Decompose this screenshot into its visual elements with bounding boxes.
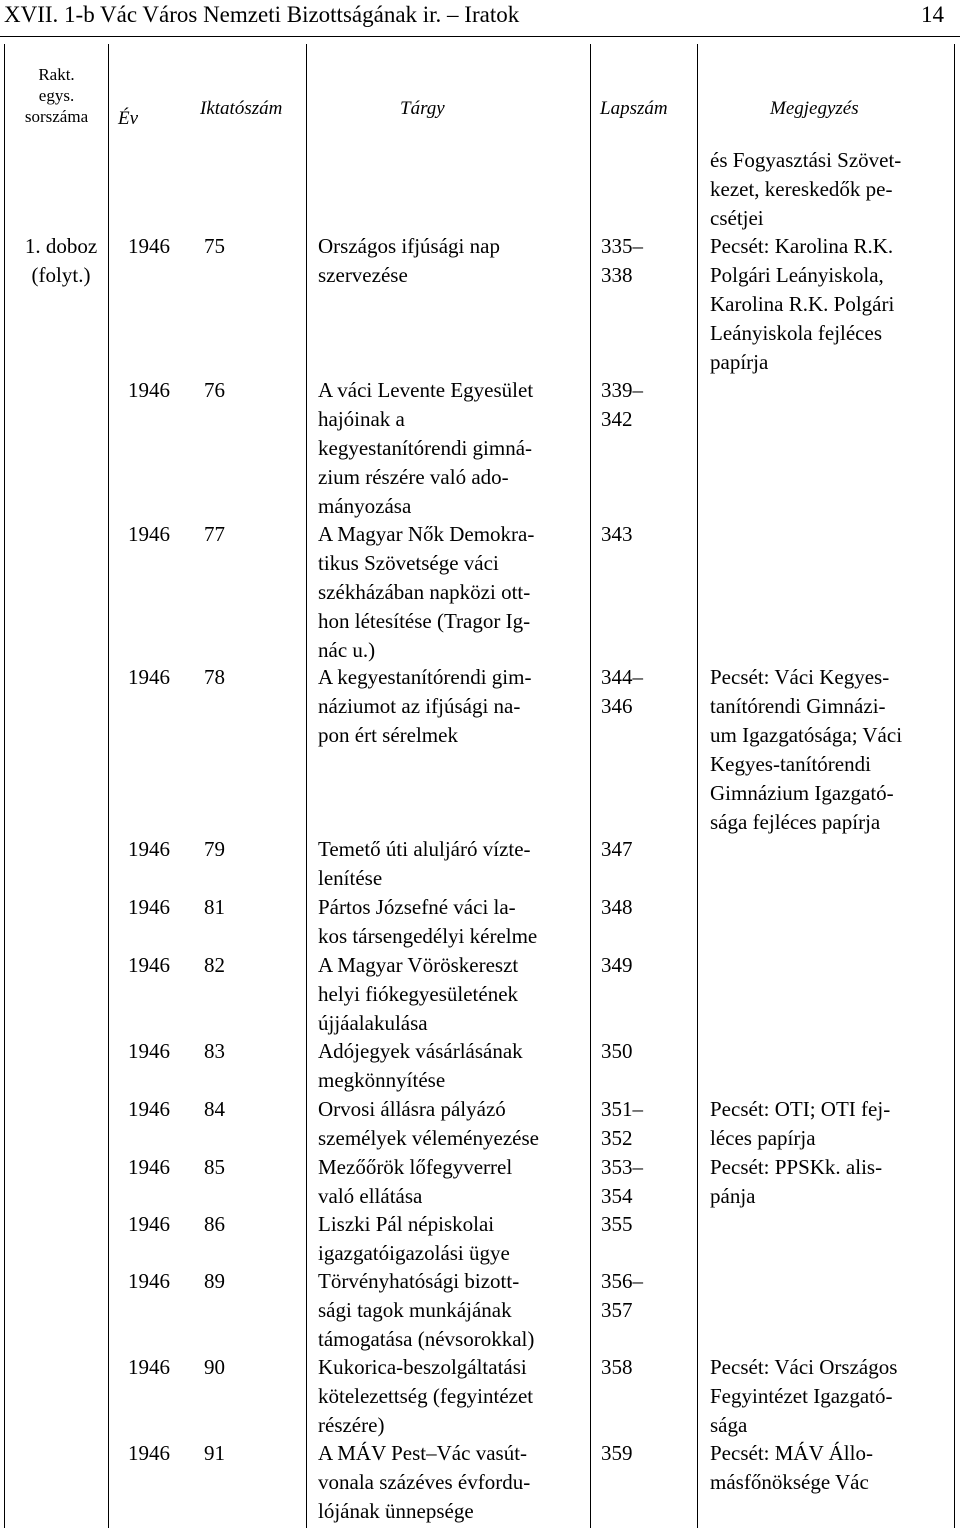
cell-pages: 343 [601,522,633,546]
cell-subject: A váci Levente Egyesület hajóinak a kegyestanítórendi gimná- zium részére való ado- mányozása [318,378,534,518]
cell-year: 1946 [128,665,170,689]
cell-subject: Kukorica-beszolgáltatási kötelezettség (fegyintézet részére) [318,1355,534,1437]
cell-year: 1946 [128,522,170,546]
column-header-lapszam: Lapszám [600,98,668,119]
cell-num: 78 [204,665,225,689]
cell-subject: A MÁV Pest–Vác vasút- vonala százéves évfordu- lójának ünnepsége [318,1441,531,1523]
cell-num: 81 [204,895,225,919]
cell-pages: 351– 352 [601,1097,643,1150]
cell-num: 76 [204,378,225,402]
cell-subject: Orvosi állásra pályázó személyek véleményezése [318,1097,539,1150]
column-header-megjegyzes: Megjegyzés [770,98,859,119]
cell-num: 90 [204,1355,225,1379]
cell-year: 1946 [128,1212,170,1236]
cell-note: Pecsét: Karolina R.K. Polgári Leányiskola, Karolina R.K. Polgári Leányiskola fejléces papírja [710,234,895,374]
cell-year: 1946 [128,1269,170,1293]
cell-num: 84 [204,1097,225,1121]
cell-subject: Temető úti aluljáró vízte- lenítése [318,837,531,890]
cell-pages: 347 [601,837,633,861]
cell-year: 1946 [128,1097,170,1121]
header-rule [0,36,960,37]
cell-num: 79 [204,837,225,861]
box-label: 1. doboz (folyt.) [24,234,98,287]
note-continued: és Fogyasztási Szövet- kezet, kereskedők pe- csétjei [710,148,902,230]
cell-pages: 348 [601,895,633,919]
cell-pages: 356– 357 [601,1269,643,1322]
column-header-targy: Tárgy [400,98,445,119]
cell-note: Pecsét: Váci Kegyes- tanítórendi Gimnázi- um Igazgatósága; Váci Kegyes-tanítórendi Gimnázium Igazgató- sága fejléces papírja [710,665,903,834]
cell-pages: 350 [601,1039,633,1063]
cell-subject: Adójegyek vásárlásának megkönnyítése [318,1039,523,1092]
cell-year: 1946 [128,378,170,402]
page-header [0,0,960,40]
cell-year: 1946 [128,837,170,861]
cell-subject: A kegyestanítórendi gim- náziumot az ifjúsági na- pon ért sérelmek [318,665,532,747]
cell-year: 1946 [128,1355,170,1379]
cell-pages: 355 [601,1212,633,1236]
cell-num: 77 [204,522,225,546]
cell-pages: 359 [601,1441,633,1465]
cell-pages: 344– 346 [601,665,643,718]
cell-pages: 339– 342 [601,378,643,431]
cell-subject: A Magyar Nők Demokra- tikus Szövetsége váci székházában napközi ott- hon létesítése (Tragor Ig- nác u.) [318,522,535,662]
cell-year: 1946 [128,1441,170,1465]
table-border-right [954,44,955,1528]
cell-year: 1946 [128,1039,170,1063]
cell-note: Pecsét: Váci Országos Fegyintézet Igazgató- sága [710,1355,898,1437]
cell-note: Pecsét: PPSKk. alis- pánja [710,1155,883,1208]
column-header-rakt: Rakt. egys. sorszáma [24,65,89,126]
cell-subject: Pártos Józsefné váci la- kos társengedélyi kérelme [318,895,538,948]
column-divider-1 [108,44,109,1528]
cell-subject: Országos ifjúsági nap szervezése [318,234,500,287]
cell-pages: 349 [601,953,633,977]
cell-num: 91 [204,1441,225,1465]
cell-year: 1946 [128,234,170,258]
cell-note: Pecsét: MÁV Állo- másfőnöksége Vác [710,1441,873,1494]
cell-num: 85 [204,1155,225,1179]
column-header-iktatoszam: Iktatószám [200,98,283,119]
cell-num: 75 [204,234,225,258]
page-number: 14 [921,2,944,27]
column-divider-2 [306,44,307,1528]
cell-num: 82 [204,953,225,977]
cell-subject: Törvényhatósági bizott- sági tagok munkájának támogatása (névsorokkal) [318,1269,535,1351]
column-header-ev: Év [118,108,139,129]
cell-pages: 358 [601,1355,633,1379]
cell-year: 1946 [128,1155,170,1179]
cell-pages: 335– 338 [601,234,643,287]
cell-subject: Liszki Pál népiskolai igazgatóigazolási ügye [318,1212,510,1265]
cell-year: 1946 [128,953,170,977]
page-title: XVII. 1-b Vác Város Nemzeti Bizottságának ir. – Iratok [4,2,520,27]
cell-num: 86 [204,1212,225,1236]
cell-subject: A Magyar Vöröskereszt helyi fiókegyesületének újjáalakulása [318,953,519,1035]
column-divider-3 [590,44,591,1528]
cell-year: 1946 [128,895,170,919]
cell-num: 83 [204,1039,225,1063]
column-divider-4 [697,44,698,1528]
cell-note: Pecsét: OTI; OTI fej- léces papírja [710,1097,891,1150]
table-border-left [4,44,5,1528]
cell-pages: 353– 354 [601,1155,643,1208]
cell-num: 89 [204,1269,225,1293]
cell-subject: Mezőőrök lőfegyverrel való ellátása [318,1155,513,1208]
